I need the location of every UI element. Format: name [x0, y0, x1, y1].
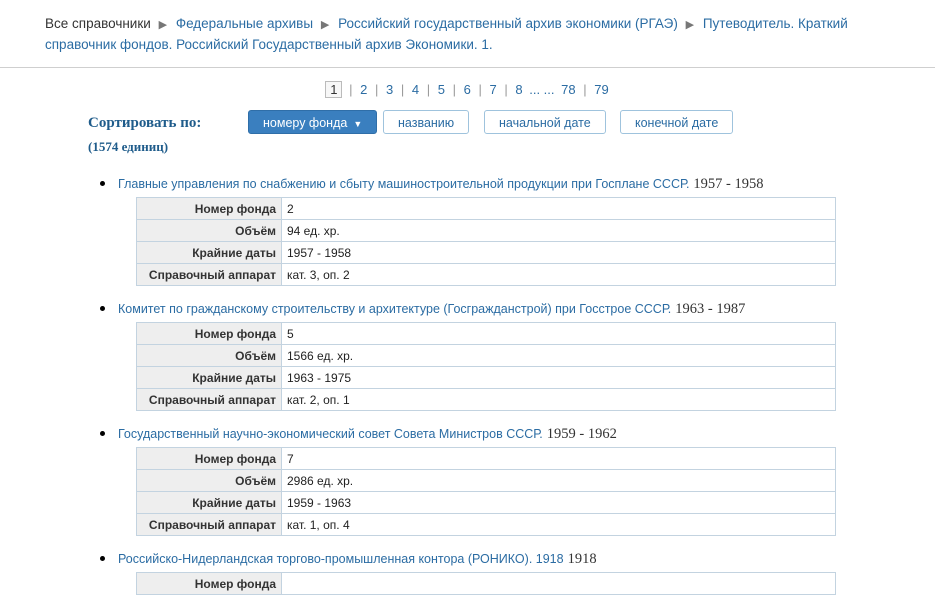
fund-header [0, 175, 935, 197]
breadcrumb-item-rgae[interactable]: Российский государственный архив экономики (РГАЭ) [338, 16, 678, 31]
label-reference: Справочный аппарат [137, 389, 282, 411]
breadcrumb-item-guide[interactable]: Путеводитель. Краткий справочник фондов. Российский Государственный архив Экономики. 1. [45, 16, 848, 52]
pager-ellipsis: ... ... [529, 82, 555, 97]
pager-separator: | [452, 82, 456, 97]
fund-title-link[interactable]: Комитет по гражданскому строительству и архитектуре (Госгражданстрой) при Госстрое СССР. [118, 302, 672, 316]
label-fund-number: Номер фонда [137, 198, 282, 220]
fund-details-table [136, 447, 836, 536]
pager-separator: | [349, 82, 353, 97]
chevron-down-icon: ▼ [353, 118, 363, 129]
fund-header [0, 550, 935, 572]
fund-header [0, 425, 935, 447]
label-fund-number: Номер фонда [137, 448, 282, 470]
table-row [137, 448, 836, 470]
label-fund-number: Номер фонда [137, 323, 282, 345]
table-row [137, 323, 836, 345]
sort-button-end-date-label: конечной дате [635, 116, 719, 130]
page-link-4[interactable]: 4 [411, 82, 420, 97]
list-item [0, 550, 935, 609]
table-row [137, 470, 836, 492]
fund-header [0, 300, 935, 322]
table-row [137, 264, 836, 286]
fund-dates: 1963 - 1987 [675, 301, 746, 317]
fund-details-table [136, 572, 836, 595]
value-extreme-dates: 1963 - 1975 [282, 367, 836, 389]
page-link-79[interactable]: 79 [594, 82, 609, 97]
value-extreme-dates: 1957 - 1958 [282, 242, 836, 264]
sort-button-start-date[interactable] [484, 110, 606, 134]
breadcrumb-item-all[interactable]: Все справочники [45, 16, 151, 31]
fund-title-link[interactable]: Главные управления по снабжению и сбыту машиностроительной продукции при Госплане СССР. [118, 177, 690, 191]
fund-title-link[interactable]: Российско-Нидерландская торгово-промышленная контора (РОНИКО). 1918 [118, 552, 564, 566]
pager-separator: | [400, 82, 405, 97]
label-volume: Объём [137, 220, 282, 242]
value-volume: 2986 ед. хр. [282, 470, 836, 492]
value-volume: 1566 ед. хр. [282, 345, 836, 367]
pager-separator: | [478, 82, 482, 97]
fund-dates: 1918 [567, 551, 597, 567]
value-volume: 94 ед. хр. [282, 220, 836, 242]
breadcrumb-arrow-icon: ▶ [158, 19, 168, 31]
value-fund-number [282, 573, 836, 595]
pager-separator: | [583, 82, 587, 97]
page-link-5[interactable]: 5 [437, 82, 445, 97]
table-row [137, 514, 836, 536]
label-reference: Справочный аппарат [137, 264, 282, 286]
breadcrumb-item-federal-archives[interactable]: Федеральные архивы [175, 16, 314, 31]
page-link-7[interactable]: 7 [489, 82, 497, 97]
list-item [0, 175, 935, 300]
records-count: (1574 единиц) [88, 139, 169, 154]
label-extreme-dates: Крайние даты [137, 367, 282, 389]
label-fund-number: Номер фонда [137, 573, 282, 595]
sort-button-end-date[interactable] [620, 110, 733, 134]
table-row [137, 345, 836, 367]
fund-title-link[interactable]: Государственный научно-экономический совет Совета Министров СССР. [118, 427, 543, 441]
page-link-2[interactable]: 2 [360, 82, 368, 97]
page-link-3[interactable]: 3 [386, 82, 394, 97]
sort-label: Сортировать по: [88, 115, 202, 131]
pager-separator: | [374, 82, 379, 97]
value-reference: кат. 1, оп. 4 [282, 514, 836, 536]
fund-details-table [136, 197, 836, 286]
sort-button-name-label: названию [398, 116, 455, 130]
list-item [0, 425, 935, 550]
value-reference: кат. 3, оп. 2 [282, 264, 836, 286]
table-row [137, 367, 836, 389]
page-link-6[interactable]: 6 [463, 82, 471, 97]
value-extreme-dates: 1959 - 1963 [282, 492, 836, 514]
table-row [137, 389, 836, 411]
fund-details-table [136, 322, 836, 411]
label-volume: Объём [137, 345, 282, 367]
breadcrumb-arrow-icon: ▶ [685, 19, 695, 31]
table-row [137, 492, 836, 514]
value-fund-number: 5 [282, 323, 836, 345]
label-reference: Справочный аппарат [137, 514, 282, 536]
page-link-8[interactable]: 8 [515, 82, 523, 97]
breadcrumb-arrow-icon: ▶ [320, 19, 330, 31]
label-volume: Объём [137, 470, 282, 492]
value-fund-number: 7 [282, 448, 836, 470]
pagination [0, 68, 935, 107]
sort-button-fund-number[interactable] [248, 110, 377, 134]
sort-button-start-date-label: начальной дате [499, 116, 591, 130]
pager-separator: | [426, 82, 431, 97]
fund-dates: 1957 - 1958 [693, 176, 764, 192]
table-row [137, 242, 836, 264]
sort-button-name[interactable] [383, 110, 469, 134]
sort-button-fund-number-label: номеру фонда [263, 116, 348, 130]
pager-separator: | [504, 82, 508, 97]
fund-list [0, 169, 935, 609]
list-item [0, 300, 935, 425]
table-row [137, 198, 836, 220]
table-row [137, 573, 836, 595]
breadcrumb [0, 0, 935, 63]
value-fund-number: 2 [282, 198, 836, 220]
page-link-78[interactable]: 78 [561, 82, 576, 97]
page-current: 1 [325, 81, 342, 98]
sort-bar [0, 107, 935, 169]
label-extreme-dates: Крайние даты [137, 492, 282, 514]
label-extreme-dates: Крайние даты [137, 242, 282, 264]
table-row [137, 220, 836, 242]
value-reference: кат. 2, оп. 1 [282, 389, 836, 411]
fund-dates: 1959 - 1962 [546, 426, 617, 442]
